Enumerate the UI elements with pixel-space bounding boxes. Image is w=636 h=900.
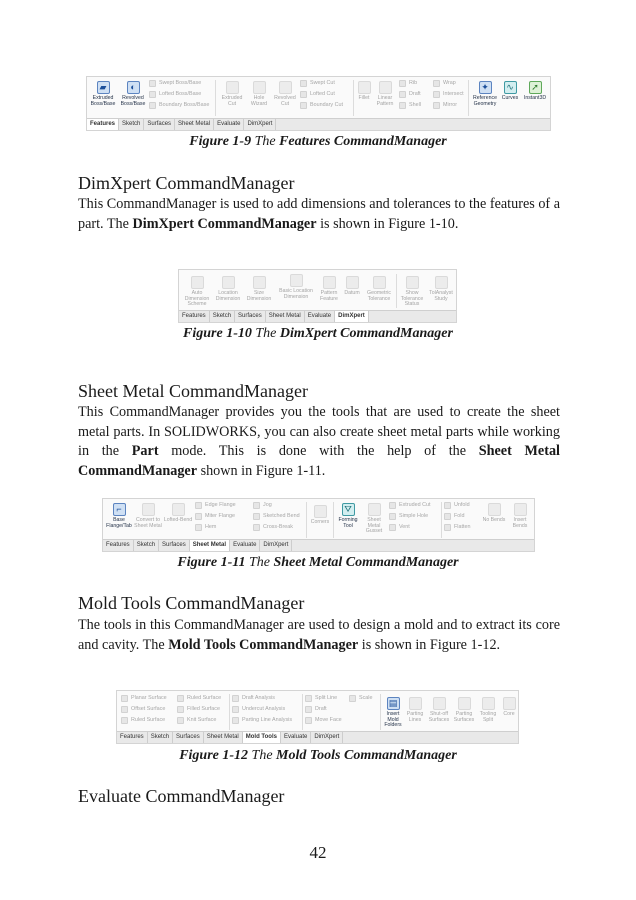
shut-off-surfaces-icon xyxy=(433,697,446,710)
fillet-tool: Fillet xyxy=(355,81,373,102)
cut-icon xyxy=(226,81,239,94)
parting-lines-icon xyxy=(409,697,422,710)
page-number: 42 xyxy=(309,843,327,862)
tab-evaluate: Evaluate xyxy=(230,540,260,551)
core-icon xyxy=(503,697,516,710)
tab-features: Features xyxy=(87,119,119,130)
size-dimension-icon xyxy=(253,276,266,289)
hole-wizard-tool: Hole Wizard xyxy=(247,81,271,107)
geometric-tolerance-icon xyxy=(373,276,386,289)
extruded-boss-tool: ▰ Extruded Boss/Base xyxy=(90,81,116,107)
tab-features: Features xyxy=(179,311,210,322)
hole-icon xyxy=(253,81,266,94)
tab-surfaces: Surfaces xyxy=(144,119,175,130)
revolve-cut-icon xyxy=(279,81,292,94)
section-heading: Mold Tools CommandManager xyxy=(78,593,305,613)
tab-sheet-metal: Sheet Metal xyxy=(175,119,214,130)
tooling-split-icon xyxy=(482,697,495,710)
tab-evaluate: Evaluate xyxy=(214,119,244,130)
location-dimension-icon xyxy=(222,276,235,289)
tab-sketch: Sketch xyxy=(134,540,159,551)
extruded-cut-tool: Extruded Cut xyxy=(219,81,245,107)
tab-surfaces: Surfaces xyxy=(235,311,266,322)
tab-dimxpert: DimXpert xyxy=(260,540,292,551)
pattern-feature-icon xyxy=(323,276,336,289)
linear-pattern-tool: Linear Pattern xyxy=(374,81,396,107)
base-flange-icon: ⌐ xyxy=(113,503,126,516)
tab-dimxpert: DimXpert xyxy=(244,119,276,130)
show-tolerance-icon xyxy=(406,276,419,289)
mold-tools-commandmanager-image: Planar Surface Offset Surface Ruled Surface Ruled Surface Filled Surface Knit Surface Draft Analysis Undercut Analysis Parting Line Analysis Split Line Draft Move Face Scale ▤ Insert Mold Folders Parting Lines Shut-off Surfaces Parting Surfaces Tooling Split Core Features Sketch Surfaces Sheet Metal Mold Tools Evaluate DimXpert xyxy=(116,690,519,744)
extrude-icon: ▰ xyxy=(97,81,110,94)
curves-icon: ∿ xyxy=(504,81,517,94)
reference-geometry-icon: ✦ xyxy=(479,81,492,94)
figure-caption: Figure 1-12 The Mold Tools CommandManager xyxy=(179,748,457,763)
tab-sheet-metal: Sheet Metal xyxy=(266,311,305,322)
corners-icon xyxy=(314,505,327,518)
instant3d-tool: ➚ Instant3D xyxy=(523,81,547,101)
fillet-icon xyxy=(358,81,371,94)
tab-sketch: Sketch xyxy=(119,119,144,130)
tab-features: Features xyxy=(117,732,148,743)
gusset-icon xyxy=(368,503,381,516)
basic-location-icon xyxy=(290,274,303,287)
tab-features: Features xyxy=(103,540,134,551)
paragraph: The tools in this CommandManager are used to design a mold and to extract its core and cavity. The Mold Tools CommandManager is shown in Figure 1-12. xyxy=(78,617,560,653)
datum-icon xyxy=(346,276,359,289)
lofted-bend-icon xyxy=(172,503,185,516)
tab-dimxpert: DimXpert xyxy=(335,311,369,322)
revolved-boss-tool: ◐ Revolved Boss/Base xyxy=(120,81,146,107)
instant3d-icon: ➚ xyxy=(529,81,542,94)
forming-tool-icon: ⛛ xyxy=(342,503,355,516)
revolved-cut-tool: Revolved Cut xyxy=(273,81,297,107)
tab-dimxpert: DimXpert xyxy=(311,732,343,743)
curves-tool: ∿ Curves xyxy=(501,81,519,101)
tab-sheet-metal: Sheet Metal xyxy=(190,540,230,551)
tab-sheet-metal: Sheet Metal xyxy=(204,732,243,743)
tolanalyst-icon xyxy=(435,276,448,289)
tab-evaluate: Evaluate xyxy=(305,311,335,322)
auto-dimension-icon xyxy=(191,276,204,289)
pattern-icon xyxy=(379,81,392,94)
tab-surfaces: Surfaces xyxy=(173,732,204,743)
reference-geometry-tool: ✦ Reference Geometry xyxy=(473,81,497,107)
section-heading: DimXpert CommandManager xyxy=(78,173,295,193)
figure-caption: Figure 1-11 The Sheet Metal CommandManager xyxy=(177,555,459,570)
convert-icon xyxy=(142,503,155,516)
parting-surfaces-icon xyxy=(458,697,471,710)
tab-surfaces: Surfaces xyxy=(159,540,190,551)
tab-sketch: Sketch xyxy=(148,732,173,743)
tab-mold-tools: Mold Tools xyxy=(243,732,281,743)
section-heading: Sheet Metal CommandManager xyxy=(78,381,308,401)
figure-caption: Figure 1-9 The Features CommandManager xyxy=(189,134,447,149)
tab-sketch: Sketch xyxy=(210,311,235,322)
dimxpert-commandmanager-image: Auto Dimension Scheme Location Dimension Size Dimension Basic Location Dimension Pattern Feature Datum Geometric Tolerance Show Tolerance Status TolAnalyst Study Features Sketch Surfaces Sheet Metal Evaluate DimXpert xyxy=(178,269,457,323)
paragraph: This CommandManager is used to add dimensions and tolerances to the features of a part. The DimXpert CommandManager is shown in Figure 1-10. xyxy=(78,196,560,232)
figure-caption: Figure 1-10 The DimXpert CommandManager xyxy=(183,326,453,341)
sheet-metal-commandmanager-image: ⌐ Base Flange/Tab Convert to Sheet Metal Lofted-Bend Edge Flange Miter Flange Hem Jog Sketched Bend Cross-Break Corners ⛛ Forming Tool Sheet Metal Gusset Extruded Cut Simple Hole Vent Unfold Fold Flatten No Bends Insert Bends Features Sketch Surfaces Sheet Metal Evaluate DimXpert xyxy=(102,498,535,552)
revolve-icon: ◐ xyxy=(127,81,140,94)
features-commandmanager-image: ▰ Extruded Boss/Base ◐ Revolved Boss/Base Swept Boss/Base Lofted Boss/Base Boundary Boss/Base Extruded Cut Hole Wizard Revolved Cut Swept Cut Lofted Cut Boundary Cut Fillet Linear Pattern Rib Draft Shell Wrap Intersect Mirror ✦ Reference Geometry ∿ Curves ➚ Instant3D Features Sketch Surfaces Sheet Metal Evaluate DimXpert xyxy=(86,76,551,131)
insert-mold-folders-icon: ▤ xyxy=(387,697,400,710)
insert-bends-icon xyxy=(514,503,527,516)
no-bends-icon xyxy=(488,503,501,516)
tab-evaluate: Evaluate xyxy=(281,732,311,743)
section-heading: Evaluate CommandManager xyxy=(78,786,285,806)
paragraph: This CommandManager provides you the tools that are used to create the sheet metal parts. In SOLIDWORKS, you can also create sheet metal parts while working in the Part mode. This is done with the help of the Sheet Metal CommandManager shown in Figure 1-11. xyxy=(78,404,560,479)
